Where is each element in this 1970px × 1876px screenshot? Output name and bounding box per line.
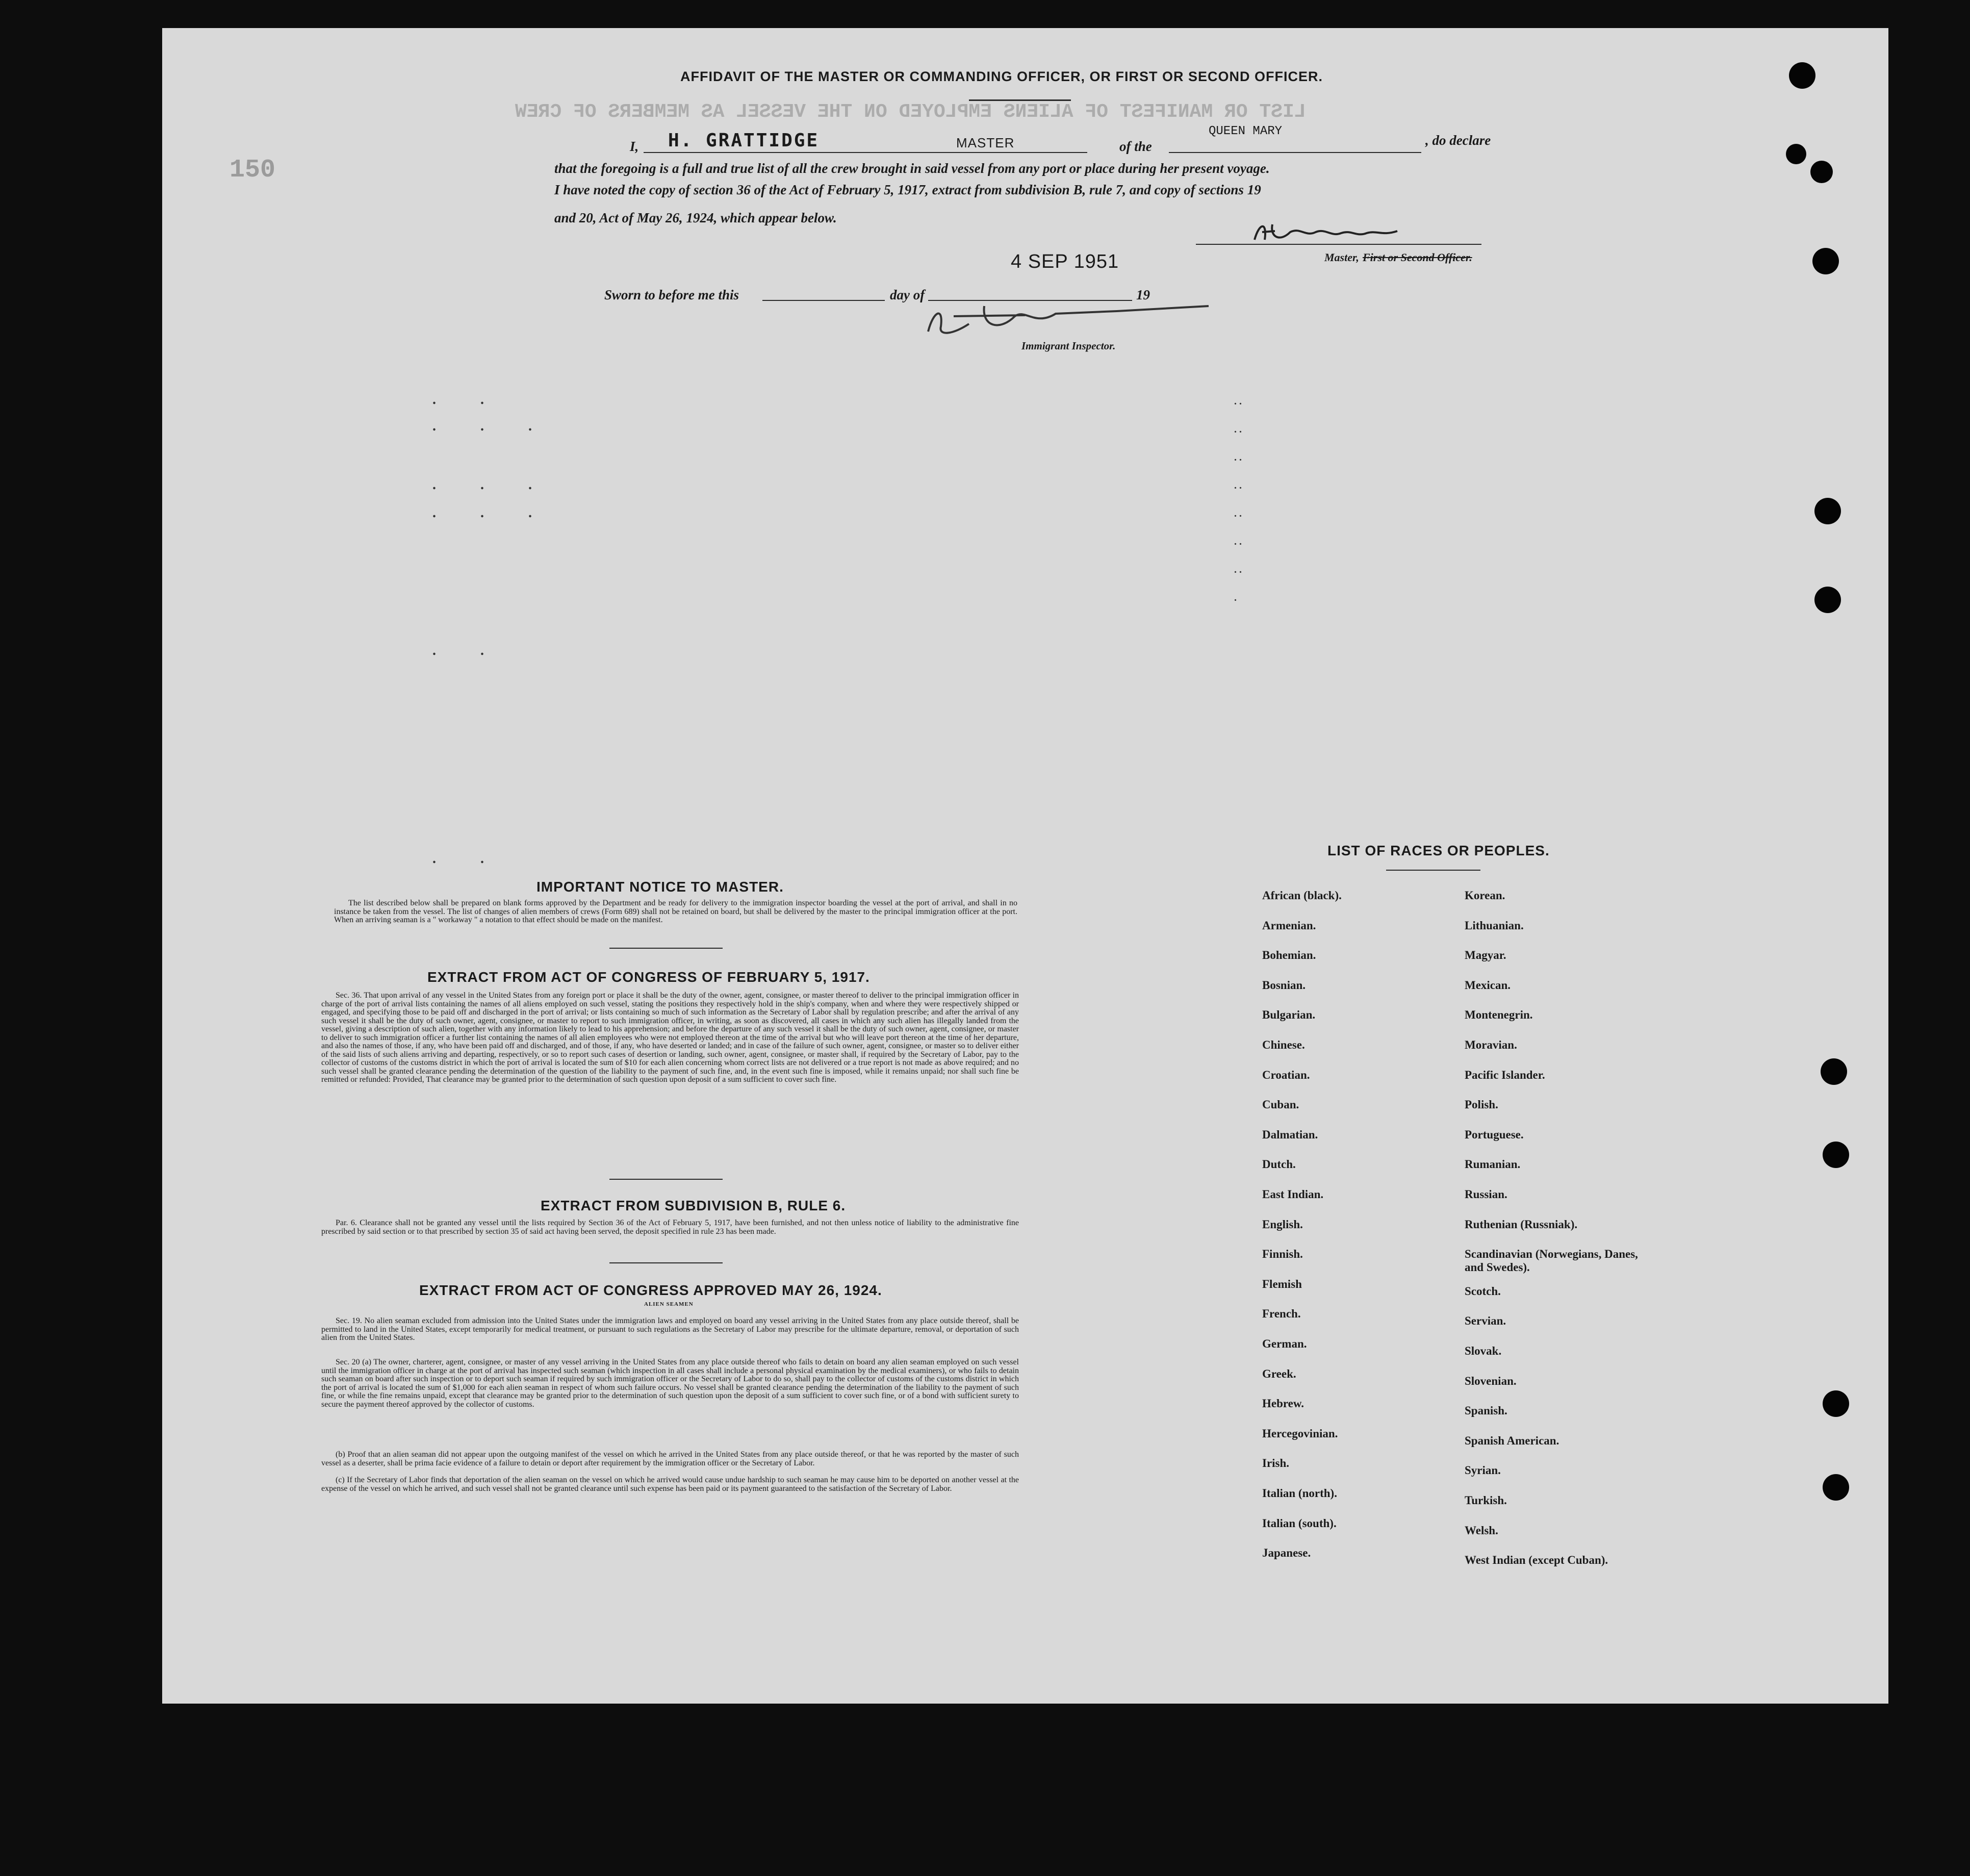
race-item: West Indian (except Cuban). (1465, 1554, 1608, 1567)
inspector-label: Immigrant Inspector. (1021, 340, 1116, 352)
race-item: Montenegrin. (1465, 1008, 1533, 1022)
faint-row-marks: . . . (432, 418, 552, 434)
race-item: Welsh. (1465, 1524, 1498, 1537)
vessel-name: QUEEN MARY (1209, 124, 1283, 138)
faint-row-marks: . . . . . . . . . . . . . . . (1234, 396, 1242, 603)
race-item: Spanish American. (1465, 1434, 1559, 1447)
divider (609, 1179, 723, 1180)
faint-row-marks: . . (432, 643, 504, 658)
punch-hole (1812, 248, 1839, 274)
race-item: Russian. (1465, 1188, 1507, 1201)
race-item: Cuban. (1262, 1098, 1299, 1111)
race-item: Bohemian. (1262, 949, 1316, 962)
affidavit-line-3: and 20, Act of May 26, 1924, which appear below. (554, 210, 837, 225)
notice-body: The list described below shall be prepared on blank forms approved by the Department and be ready for delivery to the immigration inspector boarding the vessel at the port of arrival, and shall in no instance be taken from the vessel. The list of changes of alien members of crews (Form 689) shall not be retained on board, but shall be delivered by the master to the principal immigration officer at the port. When an arriving seaman is a " workaway " a notation to that effect should be made on the manifest. (334, 899, 1017, 924)
subdivision-b-heading: EXTRACT FROM SUBDIVISION B, RULE 6. (541, 1198, 846, 1213)
race-item: Mexican. (1465, 978, 1511, 992)
races-heading-underline (1386, 870, 1480, 871)
affidavit-title: AFFIDAVIT OF THE MASTER OR COMMANDING OFFICER, OR FIRST OR SECOND OFFICER. (680, 69, 1323, 84)
date-stamp: 4 SEP 1951 (1011, 251, 1119, 272)
year-label: 19 (1136, 287, 1150, 302)
races-heading: LIST OF RACES OR PEOPLES. (1327, 843, 1550, 858)
race-item: Bulgarian. (1262, 1008, 1316, 1022)
faint-row-marks: . . (432, 851, 504, 867)
race-item: Scandinavian (Norwegians, Danes, and Swedes). (1465, 1248, 1638, 1274)
race-item: Armenian. (1262, 919, 1316, 932)
race-item: Ruthenian (Russniak). (1465, 1218, 1578, 1231)
master-name-handwritten: H. GRATTIDGE (668, 130, 820, 151)
day-of-label: day of (890, 287, 925, 302)
punch-hole (1814, 498, 1841, 524)
punch-hole (1786, 144, 1806, 164)
race-item: Bosnian. (1262, 978, 1306, 992)
alien-seamen-subheading: ALIEN SEAMEN (644, 1301, 694, 1307)
punch-hole (1821, 1058, 1847, 1085)
race-item: Dalmatian. (1262, 1128, 1318, 1141)
affidavit-line-1: that the foregoing is a full and true list of all the crew brought in said vessel from any port or place during her present voyage. (554, 161, 1270, 176)
race-item: Hebrew. (1262, 1397, 1304, 1410)
race-item: Polish. (1465, 1098, 1498, 1111)
extract-1924-heading: EXTRACT FROM ACT OF CONGRESS APPROVED MAY 26, 1924. (419, 1282, 882, 1298)
race-item: East Indian. (1262, 1188, 1324, 1201)
extract-1924-sec20a: Sec. 20 (a) The owner, charterer, agent, consignee, or master of any vessel arriving in the United States from any place outside thereof who fails to detain on board any alien seaman employed on such vessel until the immigration officer in charge at the port of arrival has inspected such seaman (which inspection in all cases shall include a personal physical examination by the medical examiners), or who fails to detain such seaman on board after such inspection or to deport such seaman if required by such immigration officer or the Secretary of Labor to do so, shall pay to the collector of customs of the customs district in which the port of arrival is located the sum of $1,000 for each alien seaman in respect of whom such failure occurs. No vessel shall be granted clearance pending the determination of the liability to the payment of such fine, or while the fine remains unpaid, except that clearance may be granted prior to the determination of such question upon the deposit of a sum sufficient to cover such fine, or of a bond with sufficient surety to secure the payment thereof approved by the collector of customs. (321, 1358, 1019, 1409)
inspector-signature (923, 296, 1219, 342)
notice-heading: IMPORTANT NOTICE TO MASTER. (536, 879, 784, 895)
punch-hole (1823, 1142, 1849, 1168)
race-item: Lithuanian. (1465, 919, 1524, 932)
race-item: French. (1262, 1307, 1301, 1321)
extract-1924-sec19: Sec. 19. No alien seaman excluded from admission into the United States under the immigration laws and employed on board any vessel arriving in the United States from any place outside thereof, shall be permitted to land in the United States, except temporarily for medical treatment, or pursuant to such regulations as the Secretary of Labor may prescribe for the ultimate departure, removal, or deportation of such alien from the United States. (321, 1316, 1019, 1342)
race-item: Greek. (1262, 1367, 1296, 1380)
race-item: Korean. (1465, 889, 1505, 902)
race-item: Hercegovinian. (1262, 1427, 1338, 1440)
race-item: Japanese. (1262, 1547, 1311, 1560)
punch-hole (1810, 161, 1833, 183)
extract-1924-sec20b: (b) Proof that an alien seaman did not appear upon the outgoing manifest of the vessel on which he arrived in the United States from any place outside thereof, or that he was reported by the master of such vessel as a deserter, shall be prima facie evidence of a failure to detain or deport after requirement by the immigration officer or the Secretary of Labor. (321, 1450, 1019, 1467)
race-item: Croatian. (1262, 1068, 1310, 1081)
master-signature-line (1196, 244, 1481, 245)
extract-1917-body: Sec. 36. That upon arrival of any vessel in the United States from any foreign port or place it shall be the duty of the owner, agent, consignee, or master thereof to deliver to the principal immigration officer in charge of the port of arrival lists containing the names of all aliens employed on such vessel, stating the positions they respectively hold in the ship's company, when and where they were respectively shipped or engaged, and specifying those to be paid off and discharged in the port of arrival; or lists containing so much of such information as the Secretary of Labor shall by regulation prescribe; and after the arrival of any such vessel it shall be the duty of such owner, agent, consignee, or master to report to such immigration officer, in writing, as soon as discovered, all cases in which any such alien has illegally landed from the vessel, giving a description of such alien, together with any information likely to lead to his apprehension; and before the departure of any such vessel it shall be the duty of such owner, agent, consignee, or master to deliver to such immigration officer a further list containing the names of all alien employees who were not employed thereon at the time of the arrival but who will leave port thereon at the time of her departure, and also the names of those, if any, who have been paid off and discharged, and of those, if any, who have deserted or landed; and in case of the failure of such owner, agent, consignee, or master so to deliver either of the said lists of such aliens arriving and departing, respectively, or so to report such cases of desertion or landing, such owner, agent, consignee, or master shall, if required by the Secretary of Labor, pay to the collector of customs of the customs district in which the port of arrival is located the sum of $10 for each alien concerning whom correct lists are not delivered or a true report is not made as above required; and no such vessel shall be granted clearance pending the determination of the question of the liability to the payment of such fine, and, in the event such fine is imposed, while it remains unpaid; nor shall such fine be remitted or refunded: Provided, That clearance may be granted prior to the determination of such question upon deposit of a sum sufficient to cover such fine. (321, 991, 1019, 1084)
struck-officer-label: First or Second Officer. (1363, 251, 1472, 264)
divider (609, 948, 723, 949)
divider (609, 1262, 723, 1263)
race-item: Italian (south). (1262, 1516, 1337, 1530)
race-item: English. (1262, 1218, 1303, 1231)
race-item: Pacific Islander. (1465, 1068, 1545, 1081)
subdivision-b-body: Par. 6. Clearance shall not be granted any vessel until the lists required by Section 36 of the Act of February 5, 1917, have been furnished, and not then unless notice of liability to the administrative fine prescribed by said section or to that prescribed by section 35 of said act having been served, the deposit specified in rule 23 has been made. (321, 1219, 1019, 1236)
race-item: Chinese. (1262, 1038, 1305, 1051)
race-item: German. (1262, 1337, 1307, 1350)
race-item: Italian (north). (1262, 1487, 1337, 1500)
faint-mirror-title: LIST OR MANIFEST OF ALIENS EMPLOYED ON THE VESSEL AS MEMBERS OF CREW (515, 101, 1306, 123)
faint-row-marks: . . . (432, 477, 552, 493)
race-item: Moravian. (1465, 1038, 1517, 1051)
master-label: Master, (1324, 251, 1359, 264)
race-item: Finnish. (1262, 1248, 1303, 1261)
punch-hole (1823, 1474, 1849, 1501)
master-rank: MASTER (956, 135, 1015, 150)
race-item: Flemish (1262, 1277, 1302, 1290)
affidavit-i-label: I, (630, 139, 639, 154)
sworn-day-line (762, 300, 885, 301)
master-signature (1244, 217, 1413, 252)
faint-row-marks: . . . (432, 505, 552, 521)
name-line (644, 152, 1087, 153)
race-item: African (black). (1262, 889, 1342, 902)
page-number: 150 (229, 156, 276, 185)
do-declare-label: , do declare (1425, 133, 1491, 148)
race-item: Rumanian. (1465, 1158, 1521, 1171)
faint-row-marks: . . (432, 392, 504, 408)
punch-hole (1814, 587, 1841, 613)
sworn-label: Sworn to before me this (604, 287, 739, 302)
race-item: Slovenian. (1465, 1374, 1517, 1387)
race-item: Dutch. (1262, 1158, 1296, 1171)
race-item: Portuguese. (1465, 1128, 1524, 1141)
race-item: Turkish. (1465, 1494, 1507, 1507)
race-item: Irish. (1262, 1457, 1290, 1470)
title-underline (969, 99, 1071, 101)
race-item: Servian. (1465, 1314, 1506, 1328)
extract-1924-sec20c: (c) If the Secretary of Labor finds that deportation of the alien seaman on the vessel on which he arrived would cause undue hardship to such seaman he may cause him to be deported on another vessel at the expense of the vessel on which he arrived, and such vessel shall not be granted clearance until such expense has been paid or its payment guaranteed to the satisfaction of the Secretary of Labor. (321, 1476, 1019, 1493)
race-item: Magyar. (1465, 949, 1506, 962)
punch-hole (1823, 1390, 1849, 1417)
vessel-line (1169, 152, 1421, 153)
affidavit-line-2: I have noted the copy of section 36 of the Act of February 5, 1917, extract from subdivision B, rule 7, and copy of sections 19 (554, 182, 1261, 197)
extract-1917-heading: EXTRACT FROM ACT OF CONGRESS OF FEBRUARY 5, 1917. (427, 969, 870, 985)
punch-hole (1789, 62, 1815, 89)
of-the-label: of the (1119, 139, 1152, 154)
race-item: Syrian. (1465, 1464, 1501, 1477)
race-item: Spanish. (1465, 1404, 1507, 1417)
race-item: Scotch. (1465, 1284, 1501, 1298)
race-item: Slovak. (1465, 1345, 1502, 1357)
